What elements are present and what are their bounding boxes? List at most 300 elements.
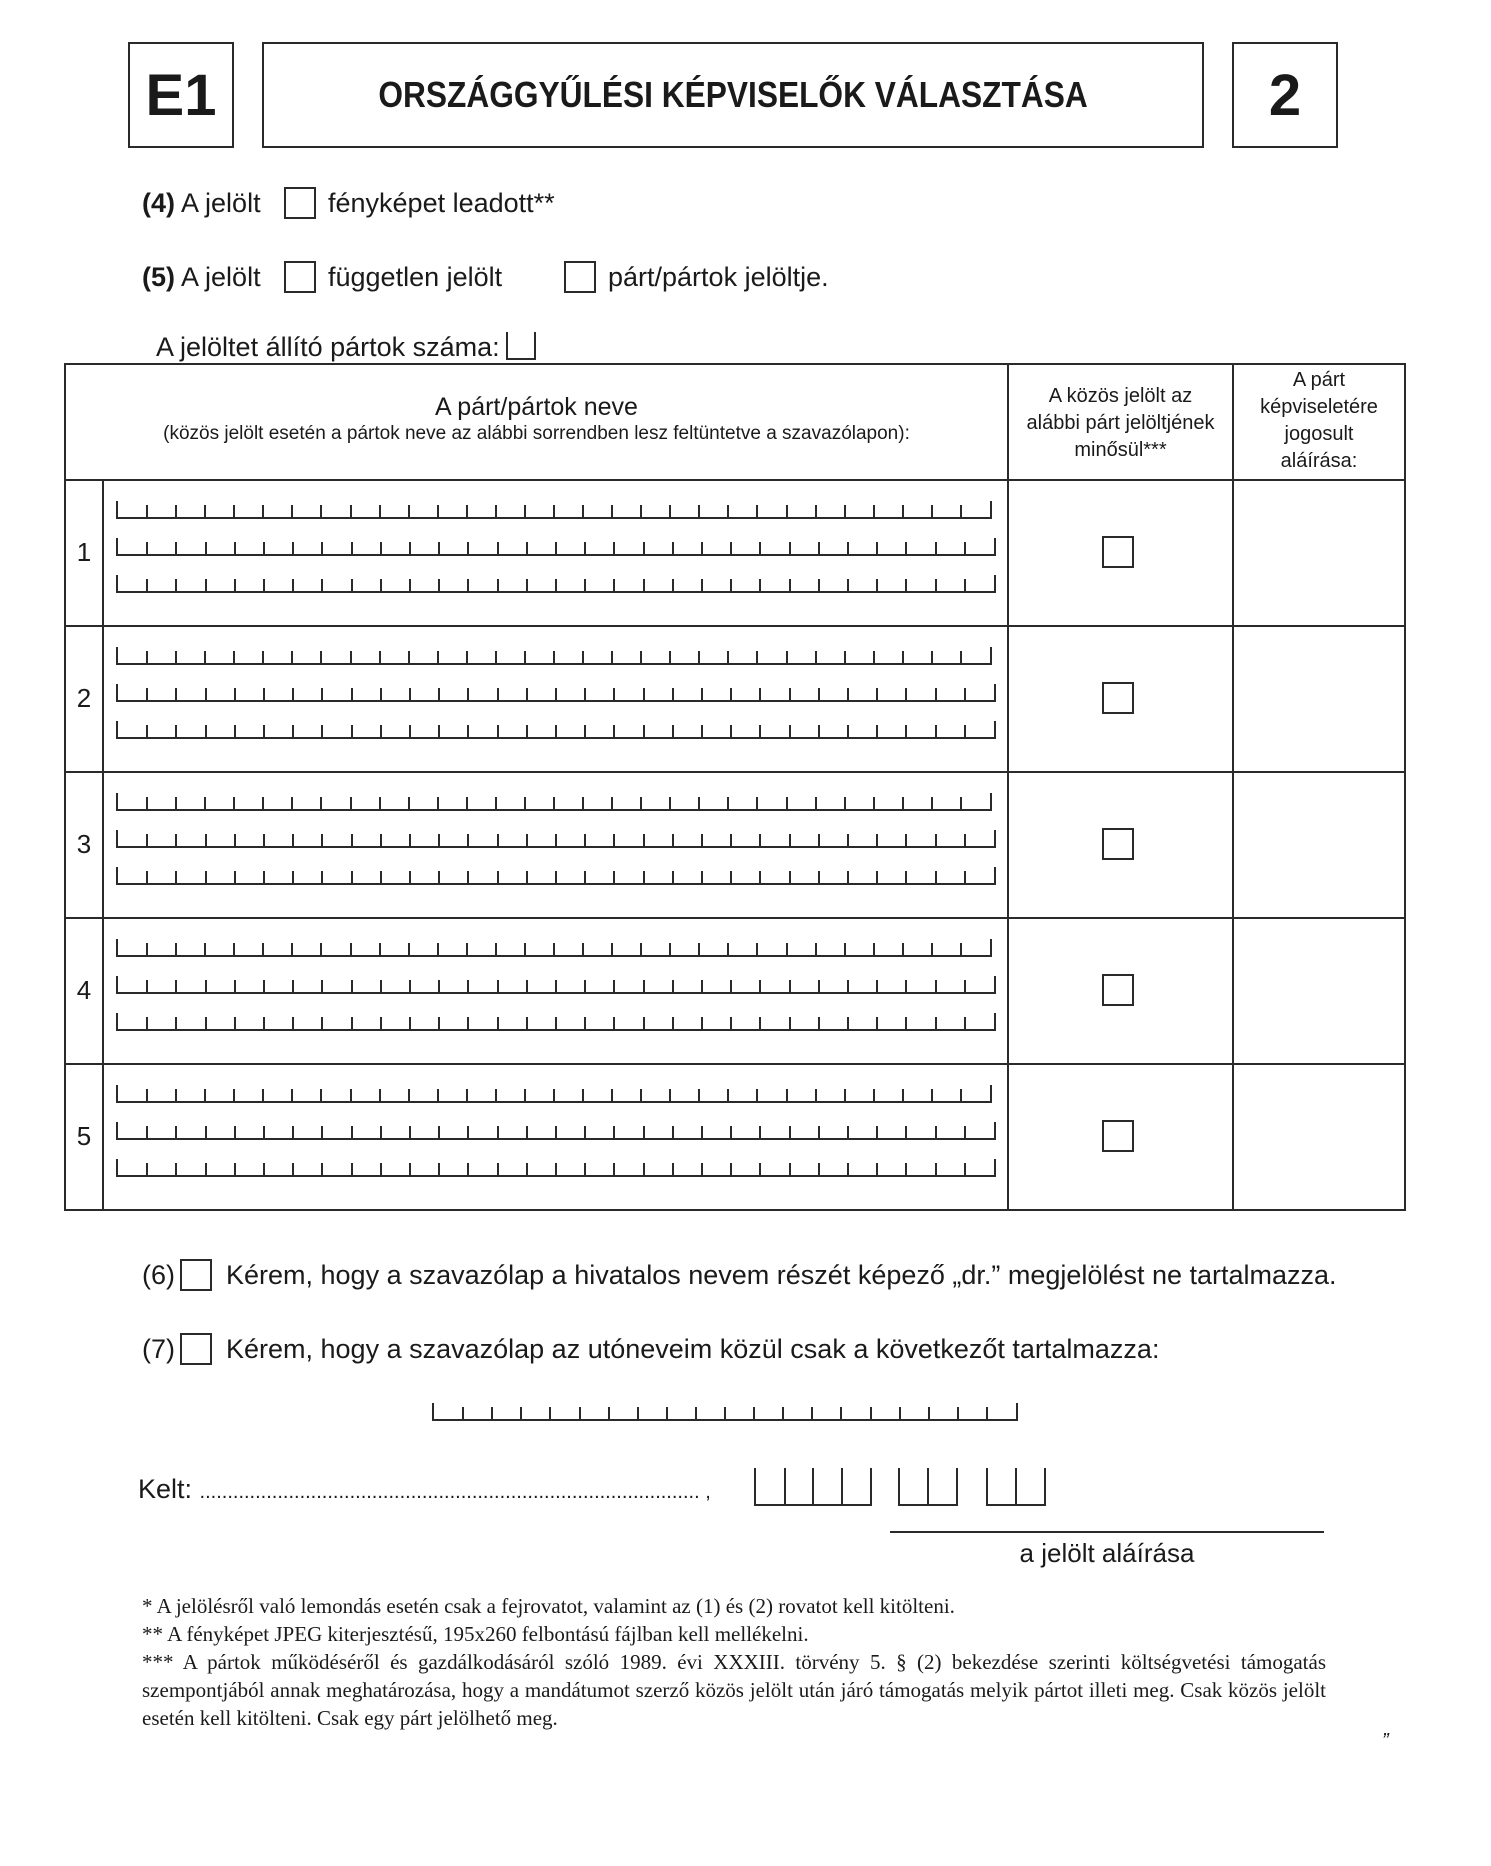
char-cell-divider: [818, 579, 820, 591]
char-cell-divider: [782, 1407, 784, 1419]
char-cell-divider: [582, 651, 584, 663]
char-cell-divider: [669, 651, 671, 663]
char-cell-divider: [960, 505, 962, 517]
form-title: ORSZÁGGYŰLÉSI KÉPVISELŐK VÁLASZTÁSA: [378, 74, 1088, 115]
char-cell-divider: [205, 579, 207, 591]
char-cell-divider: [847, 579, 849, 591]
char-cell-divider: [643, 834, 645, 846]
char-cell-divider: [292, 579, 294, 591]
char-cell-divider: [643, 542, 645, 554]
char-cell-divider: [408, 943, 410, 955]
party-name-field[interactable]: [116, 575, 996, 593]
char-cell-divider: [582, 797, 584, 809]
char-cell-divider: [701, 1126, 703, 1138]
char-cell-divider: [935, 725, 937, 737]
char-cell-divider: [964, 871, 966, 883]
char-cell-divider: [495, 505, 497, 517]
char-cell-divider: [262, 797, 264, 809]
party-candidate-label: párt/pártok jelöltje.: [608, 262, 829, 292]
joint-candidate-header-line: minősül***: [1074, 439, 1167, 461]
char-cell-divider: [467, 1126, 469, 1138]
first-name-only-checkbox[interactable]: [180, 1333, 212, 1365]
char-cell-divider: [811, 1407, 813, 1419]
char-cell-divider: [553, 505, 555, 517]
char-cell-divider: [146, 834, 148, 846]
char-cell-divider: [964, 834, 966, 846]
char-cell-divider: [789, 542, 791, 554]
joint-candidate-checkbox[interactable]: [1102, 682, 1134, 714]
char-cell-divider: [613, 1163, 615, 1175]
party-name-field[interactable]: [116, 867, 996, 885]
char-cell-divider: [146, 1126, 148, 1138]
char-cell-divider: [175, 688, 177, 700]
char-cell-divider: [727, 651, 729, 663]
char-cell-divider: [524, 797, 526, 809]
row-number: 2: [76, 683, 92, 713]
char-cell-divider: [526, 579, 528, 591]
char-cell-divider: [730, 1017, 732, 1029]
char-cell-divider: [380, 1017, 382, 1029]
char-cell-divider: [759, 1126, 761, 1138]
char-cell-divider: [409, 725, 411, 737]
char-cell-divider: [964, 1126, 966, 1138]
char-cell-divider: [789, 1017, 791, 1029]
char-cell-divider: [526, 542, 528, 554]
char-cell-divider: [321, 725, 323, 737]
char-cell-divider: [467, 579, 469, 591]
char-cell-divider: [701, 688, 703, 700]
char-cell-divider: [350, 943, 352, 955]
q4-label: A jelölt: [181, 188, 261, 218]
char-cell-divider: [351, 688, 353, 700]
char-cell-divider: [902, 1089, 904, 1101]
char-cell-divider: [553, 797, 555, 809]
char-cell-divider: [380, 579, 382, 591]
char-cell-divider: [409, 688, 411, 700]
char-cell-divider: [555, 542, 557, 554]
independent-candidate-checkbox[interactable]: [284, 261, 316, 293]
char-cell-divider: [643, 1017, 645, 1029]
signature-label: a jelölt aláírása: [1019, 1538, 1195, 1568]
char-cell-divider: [727, 943, 729, 955]
char-cell-divider: [292, 542, 294, 554]
char-cell-divider: [643, 725, 645, 737]
char-cell-divider: [351, 1126, 353, 1138]
char-cell-divider: [579, 1407, 581, 1419]
party-count-field[interactable]: [506, 332, 536, 360]
party-name-field[interactable]: [116, 1085, 992, 1103]
date-year-field[interactable]: [754, 1468, 872, 1506]
char-cell-divider: [815, 505, 817, 517]
char-cell-divider: [640, 505, 642, 517]
char-cell-divider: [935, 1017, 937, 1029]
char-cell-divider: [263, 980, 265, 992]
char-cell-divider: [380, 980, 382, 992]
char-cell-divider: [640, 1089, 642, 1101]
party-name-field[interactable]: [116, 684, 996, 702]
char-cell-divider: [263, 1163, 265, 1175]
char-cell-divider: [524, 943, 526, 955]
char-cell-divider: [380, 834, 382, 846]
char-cell-divider: [205, 871, 207, 883]
row-divider: [66, 1063, 1404, 1065]
char-cell-divider: [643, 871, 645, 883]
char-cell-divider: [524, 651, 526, 663]
char-cell-divider: [526, 980, 528, 992]
char-cell-divider: [234, 1017, 236, 1029]
party-name-header: [66, 393, 1007, 447]
footnote-3: *** A pártok működéséről és gazdálkodásáról szóló 1989. évi XXXIII. törvény 5. § (2) bekezdése szerinti költségvetési támogatás szempontjából annak meghatározása, hogy a mandátumot szerző közös jelölt után járó támogatás melyik pártot illeti meg. Csak közös jelölt esetén kell kitölteni. Csak egy párt jelölhető meg.: [142, 1650, 1326, 1730]
char-cell-divider: [437, 1089, 439, 1101]
char-cell-divider: [205, 980, 207, 992]
char-cell-divider: [964, 1017, 966, 1029]
char-cell-divider: [234, 1126, 236, 1138]
char-cell-divider: [672, 1126, 674, 1138]
row-number: 5: [76, 1121, 92, 1151]
char-cell-divider: [611, 943, 613, 955]
char-cell-divider: [840, 1407, 842, 1419]
signature-header-line: képviseletére: [1260, 396, 1378, 418]
char-cell-divider: [584, 1163, 586, 1175]
char-cell-divider: [234, 542, 236, 554]
char-cell-divider: [555, 834, 557, 846]
char-cell-divider: [844, 1089, 846, 1101]
char-cell-divider: [935, 579, 937, 591]
party-name-field[interactable]: [116, 501, 992, 519]
char-cell-divider: [555, 725, 557, 737]
char-cell-divider: [320, 943, 322, 955]
char-cell-divider: [320, 797, 322, 809]
signature-header-line: jogosult: [1284, 423, 1354, 445]
char-cell-divider: [905, 688, 907, 700]
char-cell-divider: [379, 651, 381, 663]
char-cell-divider: [526, 1163, 528, 1175]
char-cell-divider: [756, 505, 758, 517]
char-cell-divider: [905, 1163, 907, 1175]
char-cell-divider: [730, 688, 732, 700]
char-cell-divider: [175, 1126, 177, 1138]
independent-candidate-label: független jelölt: [328, 262, 503, 292]
char-cell-divider: [321, 688, 323, 700]
char-cell-divider: [789, 579, 791, 591]
party-name-field[interactable]: [116, 976, 996, 994]
char-cell-divider: [611, 1089, 613, 1101]
char-cell-divider: [526, 688, 528, 700]
char-cell-divider: [724, 1407, 726, 1419]
char-cell-divider: [643, 579, 645, 591]
char-cell-divider: [695, 1407, 697, 1419]
char-cell-divider: [263, 542, 265, 554]
char-cell-divider: [263, 1017, 265, 1029]
char-cell-divider: [640, 943, 642, 955]
party-count-label: A jelöltet állító pártok száma:: [156, 332, 500, 362]
char-cell-divider: [611, 797, 613, 809]
char-cell-divider: [759, 980, 761, 992]
char-cell-divider: [409, 1126, 411, 1138]
q5-row: [142, 262, 261, 293]
date-label: Kelt:: [138, 1474, 193, 1504]
char-cell-divider: [701, 579, 703, 591]
char-cell-divider: [964, 542, 966, 554]
party-name-field[interactable]: [116, 1159, 996, 1177]
char-cell-divider: [526, 725, 528, 737]
char-cell-divider: [964, 725, 966, 737]
char-cell-divider: [905, 871, 907, 883]
char-cell-divider: [204, 1089, 206, 1101]
joint-candidate-checkbox[interactable]: [1102, 974, 1134, 1006]
char-cell-divider: [584, 1017, 586, 1029]
char-cell-divider: [408, 797, 410, 809]
q4-row: [142, 188, 261, 219]
char-cell-divider: [905, 1126, 907, 1138]
char-cell-divider: [756, 1089, 758, 1101]
char-cell-divider: [789, 1126, 791, 1138]
char-cell-divider: [351, 542, 353, 554]
joint-candidate-header-line: A közös jelölt az: [1048, 385, 1193, 407]
char-cell-divider: [759, 1017, 761, 1029]
char-cell-divider: [553, 943, 555, 955]
char-cell-divider: [847, 1017, 849, 1029]
char-cell-divider: [175, 542, 177, 554]
char-cell-divider: [876, 834, 878, 846]
char-cell-divider: [759, 725, 761, 737]
char-cell-divider: [351, 834, 353, 846]
char-cell-divider: [672, 871, 674, 883]
date-day-field[interactable]: [986, 1468, 1046, 1506]
char-cell-divider: [876, 1163, 878, 1175]
char-cell-divider: [902, 797, 904, 809]
joint-candidate-checkbox[interactable]: [1102, 828, 1134, 860]
char-cell-divider: [873, 651, 875, 663]
first-name-field[interactable]: [432, 1403, 1018, 1421]
char-cell-divider: [234, 725, 236, 737]
char-cell-divider: [408, 651, 410, 663]
char-cell-divider: [380, 1163, 382, 1175]
char-cell-divider: [844, 797, 846, 809]
char-cell-divider: [1015, 1468, 1017, 1504]
char-cell-divider: [931, 1089, 933, 1101]
char-cell-divider: [321, 1163, 323, 1175]
char-cell-divider: [672, 725, 674, 737]
char-cell-divider: [466, 651, 468, 663]
party-name-field[interactable]: [116, 793, 992, 811]
char-cell-divider: [672, 1163, 674, 1175]
char-cell-divider: [408, 1089, 410, 1101]
char-cell-divider: [905, 542, 907, 554]
char-cell-divider: [520, 1407, 522, 1419]
char-cell-divider: [204, 943, 206, 955]
place-field-dots[interactable]: .......................................................................................... ,: [199, 1481, 711, 1503]
char-cell-divider: [701, 725, 703, 737]
char-cell-divider: [818, 1017, 820, 1029]
char-cell-divider: [553, 1089, 555, 1101]
char-cell-divider: [438, 834, 440, 846]
party-name-field[interactable]: [116, 830, 996, 848]
char-cell-divider: [175, 579, 177, 591]
char-cell-divider: [964, 688, 966, 700]
char-cell-divider: [175, 505, 177, 517]
char-cell-divider: [497, 1163, 499, 1175]
char-cell-divider: [175, 725, 177, 737]
char-cell-divider: [870, 1407, 872, 1419]
char-cell-divider: [380, 871, 382, 883]
char-cell-divider: [292, 871, 294, 883]
char-cell-divider: [815, 943, 817, 955]
char-cell-divider: [204, 505, 206, 517]
char-cell-divider: [905, 1017, 907, 1029]
char-cell-divider: [876, 579, 878, 591]
char-cell-divider: [409, 542, 411, 554]
char-cell-divider: [380, 542, 382, 554]
char-cell-divider: [497, 1126, 499, 1138]
char-cell-divider: [146, 1163, 148, 1175]
char-cell-divider: [643, 1163, 645, 1175]
char-cell-divider: [467, 688, 469, 700]
joint-candidate-header: [1009, 383, 1232, 464]
char-cell-divider: [876, 980, 878, 992]
char-cell-divider: [613, 834, 615, 846]
char-cell-divider: [175, 980, 177, 992]
char-cell-divider: [263, 688, 265, 700]
char-cell-divider: [672, 980, 674, 992]
char-cell-divider: [873, 797, 875, 809]
char-cell-divider: [146, 651, 148, 663]
char-cell-divider: [964, 1163, 966, 1175]
party-name-field[interactable]: [116, 939, 992, 957]
char-cell-divider: [497, 725, 499, 737]
form-title-box: [262, 42, 1204, 148]
char-cell-divider: [584, 980, 586, 992]
no-dr-title-checkbox[interactable]: [180, 1259, 212, 1291]
row-divider: [66, 917, 1404, 919]
char-cell-divider: [613, 542, 615, 554]
char-cell-divider: [497, 834, 499, 846]
char-cell-divider: [292, 980, 294, 992]
char-cell-divider: [812, 1468, 814, 1504]
char-cell-divider: [935, 871, 937, 883]
party-name-field[interactable]: [116, 1122, 996, 1140]
char-cell-divider: [205, 688, 207, 700]
char-cell-divider: [497, 871, 499, 883]
char-cell-divider: [957, 1407, 959, 1419]
char-cell-divider: [727, 505, 729, 517]
row-number: 4: [76, 975, 92, 1005]
date-month-field[interactable]: [898, 1468, 958, 1506]
char-cell-divider: [643, 688, 645, 700]
char-cell-divider: [611, 651, 613, 663]
char-cell-divider: [350, 797, 352, 809]
party-name-field[interactable]: [116, 647, 992, 665]
first-name-only-text: Kérem, hogy a szavazólap az utóneveim közül csak a következőt tartalmazza:: [226, 1334, 1160, 1364]
char-cell-divider: [526, 1017, 528, 1029]
char-cell-divider: [672, 688, 674, 700]
char-cell-divider: [613, 980, 615, 992]
char-cell-divider: [262, 651, 264, 663]
char-cell-divider: [815, 797, 817, 809]
char-cell-divider: [524, 1089, 526, 1101]
party-name-field[interactable]: [116, 538, 996, 556]
char-cell-divider: [935, 980, 937, 992]
char-cell-divider: [847, 725, 849, 737]
party-candidate-checkbox[interactable]: [564, 261, 596, 293]
char-cell-divider: [935, 688, 937, 700]
column-divider-1: [1007, 365, 1009, 1209]
signature-line[interactable]: [890, 1531, 1324, 1533]
char-cell-divider: [818, 1163, 820, 1175]
char-cell-divider: [438, 871, 440, 883]
char-cell-divider: [234, 688, 236, 700]
char-cell-divider: [730, 1163, 732, 1175]
char-cell-divider: [262, 943, 264, 955]
char-cell-divider: [526, 834, 528, 846]
char-cell-divider: [497, 542, 499, 554]
char-cell-divider: [497, 980, 499, 992]
char-cell-divider: [321, 579, 323, 591]
char-cell-divider: [175, 871, 177, 883]
char-cell-divider: [841, 1468, 843, 1504]
char-cell-divider: [643, 980, 645, 992]
char-cell-divider: [146, 505, 148, 517]
char-cell-divider: [263, 834, 265, 846]
char-cell-divider: [753, 1407, 755, 1419]
char-cell-divider: [669, 1089, 671, 1101]
char-cell-divider: [491, 1407, 493, 1419]
char-cell-divider: [815, 1089, 817, 1101]
char-cell-divider: [899, 1407, 901, 1419]
party-name-field[interactable]: [116, 1013, 996, 1031]
char-cell-divider: [818, 1126, 820, 1138]
char-cell-divider: [262, 1089, 264, 1101]
signature-header-line: A párt: [1292, 369, 1346, 391]
char-cell-divider: [146, 1017, 148, 1029]
char-cell-divider: [960, 943, 962, 955]
footnotes: [142, 1592, 1326, 1732]
char-cell-divider: [262, 505, 264, 517]
char-cell-divider: [146, 579, 148, 591]
joint-candidate-checkbox[interactable]: [1102, 1120, 1134, 1152]
char-cell-divider: [815, 651, 817, 663]
char-cell-divider: [175, 943, 177, 955]
char-cell-divider: [730, 980, 732, 992]
char-cell-divider: [438, 579, 440, 591]
char-cell-divider: [292, 688, 294, 700]
char-cell-divider: [438, 725, 440, 737]
char-cell-divider: [233, 797, 235, 809]
party-name-field[interactable]: [116, 721, 996, 739]
char-cell-divider: [960, 797, 962, 809]
char-cell-divider: [146, 725, 148, 737]
char-cell-divider: [495, 797, 497, 809]
char-cell-divider: [555, 579, 557, 591]
char-cell-divider: [409, 1163, 411, 1175]
form-code: E1: [128, 42, 234, 148]
char-cell-divider: [818, 871, 820, 883]
char-cell-divider: [876, 1126, 878, 1138]
char-cell-divider: [931, 651, 933, 663]
char-cell-divider: [613, 688, 615, 700]
photo-submitted-checkbox[interactable]: [284, 187, 316, 219]
char-cell-divider: [847, 688, 849, 700]
char-cell-divider: [467, 1017, 469, 1029]
char-cell-divider: [409, 980, 411, 992]
char-cell-divider: [666, 1407, 668, 1419]
char-cell-divider: [204, 651, 206, 663]
char-cell-divider: [789, 1163, 791, 1175]
joint-candidate-checkbox[interactable]: [1102, 536, 1134, 568]
char-cell-divider: [730, 1126, 732, 1138]
char-cell-divider: [611, 505, 613, 517]
char-cell-divider: [321, 1017, 323, 1029]
